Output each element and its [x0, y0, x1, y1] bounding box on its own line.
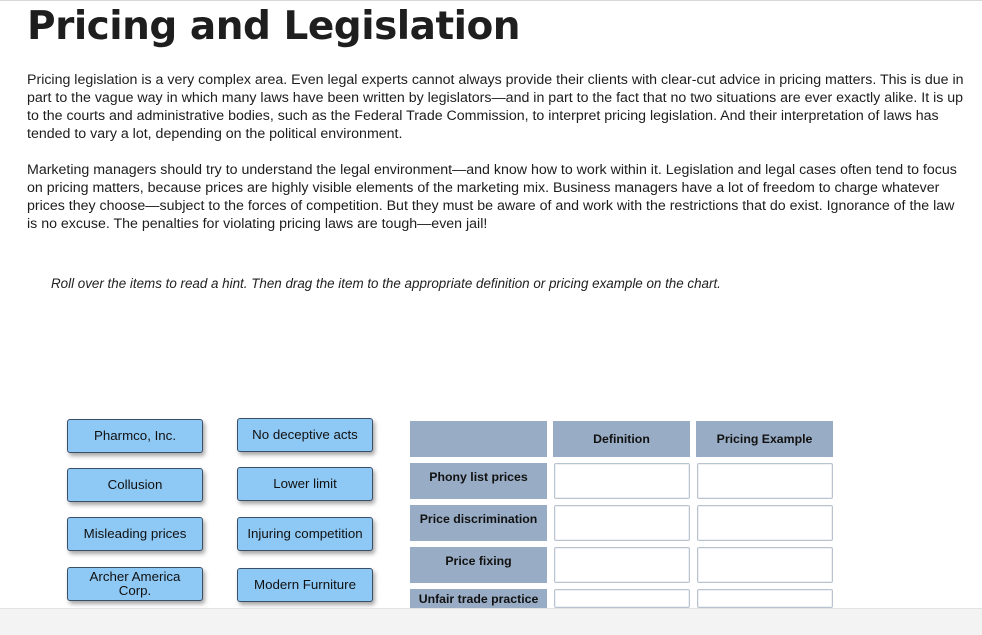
drop-zone-definition-row-4[interactable] [554, 589, 690, 608]
top-divider [0, 0, 982, 1]
drag-item-modern-furniture[interactable]: Modern Furniture [237, 568, 373, 602]
drop-zone-example-row-1[interactable] [697, 463, 833, 499]
drop-zone-definition-row-3[interactable] [554, 547, 690, 583]
column-header-pricing-example: Pricing Example [696, 421, 833, 457]
chart-corner-header [410, 421, 547, 457]
drop-zone-example-row-3[interactable] [697, 547, 833, 583]
instructions: Roll over the items to read a hint. Then drag the item to the appropriate definition or pricing example on the chart. [51, 276, 721, 291]
drop-zone-definition-row-1[interactable] [554, 463, 690, 499]
drag-item-lower-limit[interactable]: Lower limit [237, 467, 373, 501]
row-label-unfair-trade-practice: Unfair trade practice [410, 589, 547, 608]
drag-item-misleading-prices[interactable]: Misleading prices [67, 517, 203, 551]
drag-item-collusion[interactable]: Collusion [67, 468, 203, 502]
intro-paragraph-2: Marketing managers should try to understand the legal environment—and know how to work within it. Legislation and legal cases often tend to focus on pricing matters, because prices are highly visible elements of the marketing mix. Business managers have a lot of freedom to charge whatever prices they choose—subject to the forces of competition. But they must be aware of and work with the restrictions that do exist. Ignorance of the law is no excuse. The penalties for violating pricing laws are tough—even jail! [27, 162, 957, 232]
drag-item-injuring-competition[interactable]: Injuring competition [237, 517, 373, 551]
drop-zone-definition-row-2[interactable] [554, 505, 690, 541]
drag-item-archer-america[interactable]: Archer America Corp. [67, 567, 203, 601]
column-header-definition: Definition [553, 421, 690, 457]
drop-zone-example-row-4[interactable] [697, 589, 833, 608]
page-title: Pricing and Legislation [27, 4, 521, 49]
drop-zone-example-row-2[interactable] [697, 505, 833, 541]
drag-item-no-deceptive-acts[interactable]: No deceptive acts [237, 418, 373, 452]
row-label-price-fixing: Price fixing [410, 547, 547, 583]
row-label-phony-list-prices: Phony list prices [410, 463, 547, 499]
intro-paragraph-1: Pricing legislation is a very complex area. Even legal experts cannot always provide their clients with clear-cut advice in pricing matters. This is due in part to the vague way in which many laws have been written by legislators—and in part to the fact that no two situations are ever exactly alike. It is up to the courts and administrative bodies, such as the Federal Trade Commission, to interpret pricing legislation. And their interpretation of laws has tended to vary a lot, depending on the political environment. [27, 72, 964, 142]
row-label-price-discrimination: Price discrimination [410, 505, 547, 541]
bottom-bar [0, 608, 982, 635]
drag-item-pharmco[interactable]: Pharmco, Inc. [67, 419, 203, 453]
